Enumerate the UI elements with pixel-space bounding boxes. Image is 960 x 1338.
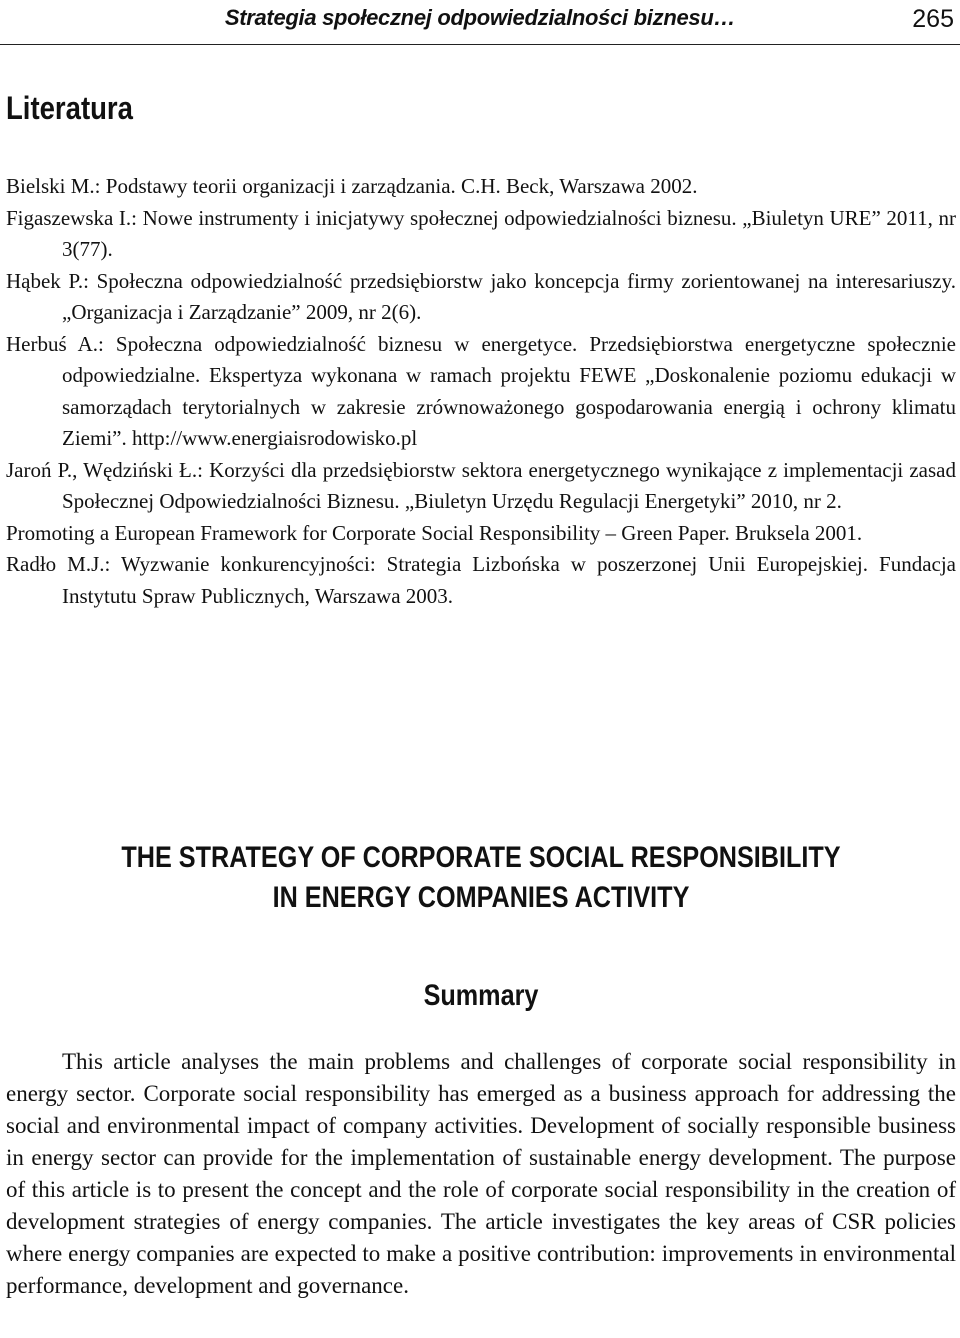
summary-text: This article analyses the main problems and challenges of corporate social responsibility in energy sector. Corporate social responsibility has emerged as a business approach for addressing the social and environmental impact of company activities. Development of socially responsible business in energy sector can provide for the implementation of sustainable energy development. The purpose of this article is to present the concept and the role of corporate social responsibility in the creation of development strategies of energy companies. The article investigates the key areas of CSR policies where energy companies are expected to make a positive contribution: improvements in environmental performance, development and governance. [6,1049,956,1298]
running-title: Strategia społecznej odpowiedzialności biznesu… [224,5,736,30]
reference-item: Herbuś A.: Społeczna odpowiedzialność biznesu w energetyce. Przedsiębiorstwa energetyczne społecznie odpowiedzialne. Ekspertyza wykonana w ramach projektu FEWE „Doskonalenie poziomu edukacji w samorządach terytorialnych w zakresie zrównoważonego gospodarowania energią i ochrony klimatu Ziemi”. http://www.energiaisrodowisko.pl [6,331,956,450]
reference-item: Hąbek P.: Społeczna odpowiedzialność przedsiębiorstw jako koncepcja firmy zorientowanej na interesariuszy. „Organizacja i Zarządzanie” 2009, nr 2(6). [6,268,956,324]
english-title [82,838,880,918]
page-number: 265 [912,5,954,33]
english-summary [6,838,956,1302]
reference-item: Radło M.J.: Wyzwanie konkurencyjności: Strategia Lizbońska w poszerzonej Unii Europejskiej. Fundacja Instytutu Spraw Publicznych, Warszawa 2003. [6,552,956,608]
reference-item: Promoting a European Framework for Corporate Social Responsibility – Green Paper. Bruksela 2001. [6,520,863,545]
literature-heading: Literatura [6,90,133,126]
english-title-line2: IN ENERGY COMPANIES ACTIVITY [272,881,690,914]
summary-heading: Summary [423,979,539,1012]
english-title-line1: THE STRATEGY OF CORPORATE SOCIAL RESPONSIBILITY [121,841,841,874]
reference-item: Bielski M.: Podstawy teorii organizacji i zarządzania. C.H. Beck, Warszawa 2002. [6,174,698,198]
reference-item: Figaszewska I.: Nowe instrumenty i inicjatywy społecznej odpowiedzialności biznesu. „Biuletyn URE” 2011, nr 3(77). [6,205,956,261]
reference-item: Jaroń P., Wędziński Ł.: Korzyści dla przedsiębiorstw sektora energetycznego wynikające z implementacji zasad Społecznej Odpowiedzialności Biznesu. „Biuletyn Urzędu Regulacji Energetyki” 2010, nr 2. [6,457,956,513]
page-header [0,0,960,45]
reference-list [6,171,956,612]
